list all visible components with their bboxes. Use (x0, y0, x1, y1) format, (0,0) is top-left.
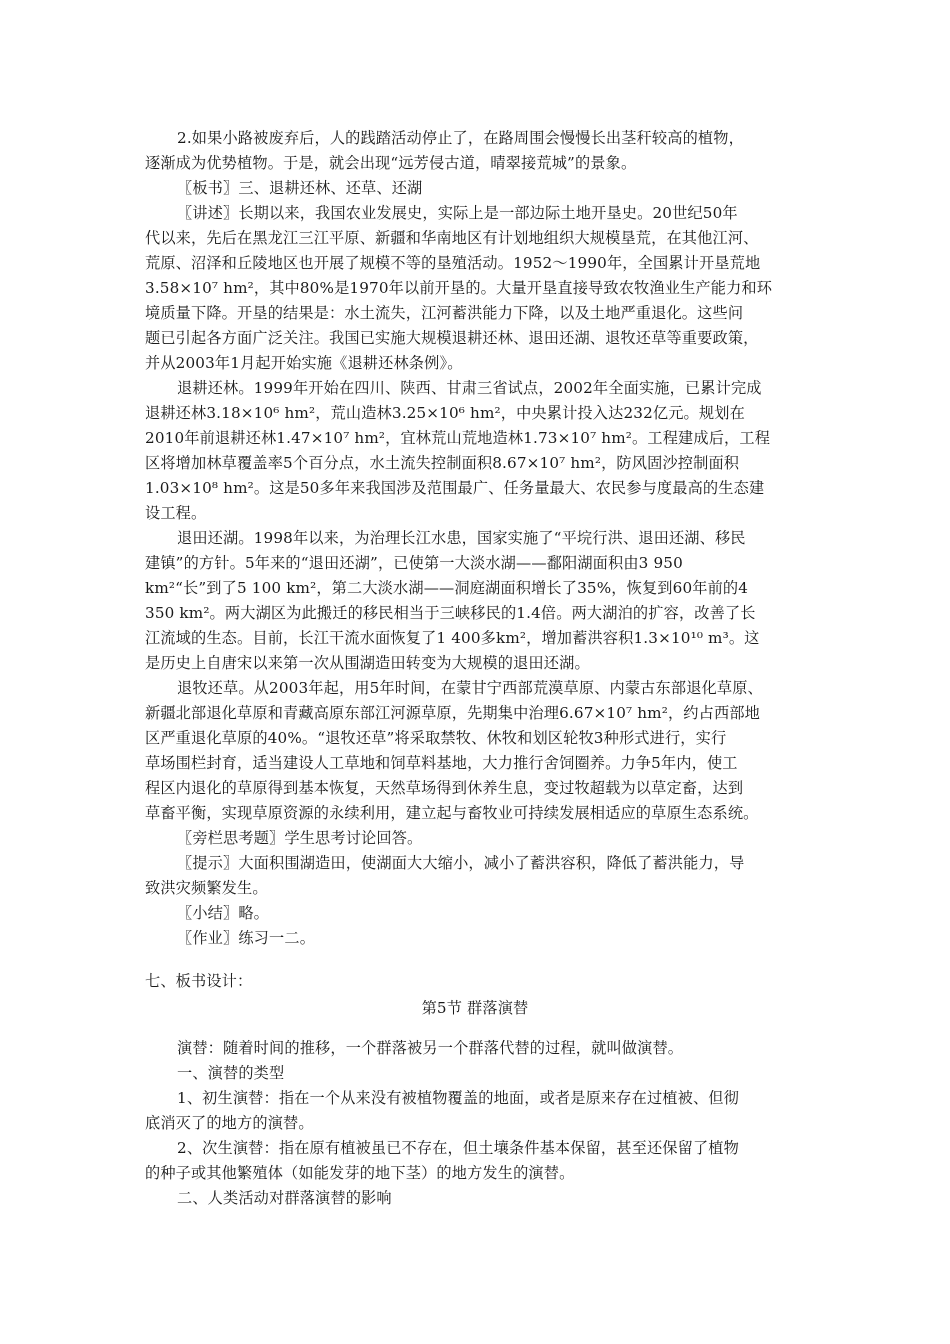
body-line: 江流域的生态。目前，长江干流水面恢复了1 400多km²，增加蓄洪容积1.3×10¹⁰ m³。这 (145, 629, 760, 647)
body-line: 题已引起各方面广泛关注。我国已实施大规模退耕还林、退田还湖、退牧还草等重要政策， (145, 329, 759, 347)
board-line: 2、次生演替：指在原有植被虽已不存在，但土壤条件基本保留，甚至还保留了植物 (177, 1139, 739, 1157)
body-line: 代以来，先后在黑龙江三江平原、新疆和华南地区有计划地组织大规模垦荒，在其他江河、 (145, 229, 759, 247)
body-line: 退耕还林。1999年开始在四川、陕西、甘肃三省试点，2002年全面实施，已累计完成 (177, 379, 762, 397)
body-line: 350 km²。两大湖区为此搬迁的移民相当于三峡移民的1.4倍。两大湖泊的扩容，改善了长 (145, 604, 756, 622)
body-line: 区将增加林草覆盖率5个百分点，水土流失控制面积8.67×10⁷ hm²，防风固沙控制面积 (145, 454, 740, 472)
body-line: 新疆北部退化草原和青藏高原东部江河源草原，先期集中治理6.67×10⁷ hm²，约占西部地 (145, 704, 760, 722)
body-line: 〖讲述〗长期以来，我国农业发展史，实际上是一部边际土地开垦史。20世纪50年 (177, 204, 738, 222)
board-line: 演替：随着时间的推移，一个群落被另一个群落代替的过程，就叫做演替。 (177, 1039, 684, 1057)
body-line: 是历史上自唐宋以来第一次从围湖造田转变为大规模的退田还湖。 (145, 654, 590, 672)
body-line: 〖小结〗略。 (177, 904, 270, 922)
body-line: 致洪灾频繁发生。 (145, 879, 268, 897)
body-line: 境质量下降。开垦的结果是：水土流失，江河蓄洪能力下降，以及土地严重退化。这些问 (145, 304, 744, 322)
body-line: 设工程。 (145, 504, 207, 522)
board-title: 第5节 群落演替 (421, 999, 529, 1017)
body-line: 〖旁栏思考题〗学生思考讨论回答。 (177, 829, 423, 847)
body-line: 退田还湖。1998年以来，为治理长江水患，国家实施了“平垸行洪、退田还湖、移民 (177, 529, 746, 547)
body-line: 草场围栏封育，适当建设人工草地和饲草料基地，大力推行舍饲圈养。力争5年内，使工 (145, 754, 738, 772)
section-heading: 七、板书设计： (145, 972, 253, 990)
body-line: 荒原、沼泽和丘陵地区也开展了规模不等的垦殖活动。1952～1990年，全国累计开垦荒地 (145, 254, 761, 272)
body-line: 退耕还林3.18×10⁶ hm²，荒山造林3.25×10⁶ hm²，中央累计投入达232亿元。规划在 (145, 404, 745, 422)
body-line: 区严重退化草原的40%。“退牧还草”将采取禁牧、休牧和划区轮牧3种形式进行，实行 (145, 729, 727, 747)
body-line: 草畜平衡，实现草原资源的永续利用，建立起与畜牧业可持续发展相适应的草原生态系统。 (145, 804, 759, 822)
body-line: 退牧还草。从2003年起，用5年时间，在蒙甘宁西部荒漠草原、内蒙古东部退化草原、 (177, 679, 763, 697)
body-line: 并从2003年1月起开始实施《退耕还林条例》。 (145, 354, 463, 372)
body-line: 1.03×10⁸ hm²。这是50多年来我国涉及范围最广、任务量最大、农民参与度最高的生态建 (145, 479, 765, 497)
board-line: 底消灭了的地方的演替。 (145, 1114, 314, 1132)
board-line: 1、初生演替：指在一个从来没有被植物覆盖的地面，或者是原来存在过植被、但彻 (177, 1089, 739, 1107)
body-line: 逐渐成为优势植物。于是，就会出现“远芳侵古道，晴翠接荒城”的景象。 (145, 154, 637, 172)
body-line: 2.如果小路被废弃后，人的践踏活动停止了，在路周围会慢慢长出茎秆较高的植物， (177, 129, 744, 147)
body-line: km²“长”到了5 100 km²，第二大淡水湖——洞庭湖面积增长了35%，恢复到60年前的4 (145, 579, 749, 597)
board-line: 的种子或其他繁殖体（如能发芽的地下茎）的地方发生的演替。 (145, 1164, 575, 1182)
body-line: 程区内退化的草原得到基本恢复，天然草场得到休养生息，变过牧超载为以草定畜，达到 (145, 779, 744, 797)
body-line: 〖板书〗三、退耕还林、还草、还湖 (177, 179, 423, 197)
board-line: 一、演替的类型 (177, 1064, 285, 1082)
body-line: 3.58×10⁷ hm²，其中80%是1970年以前开垦的。大量开垦直接导致农牧渔业生产能力和环 (145, 279, 773, 297)
body-line: 2010年前退耕还林1.47×10⁷ hm²，宜林荒山荒地造林1.73×10⁷ hm²。工程建成后，工程 (145, 429, 771, 447)
board-line: 二、人类活动对群落演替的影响 (177, 1189, 392, 1207)
body-line: 〖作业〗练习一二。 (177, 929, 316, 947)
body-line: 建镇”的方针。5年来的“退田还湖”，已使第一大淡水湖——鄱阳湖面积由3 950 (145, 554, 683, 572)
body-line: 〖提示〗大面积围湖造田，使湖面大大缩小，减小了蓄洪容积，降低了蓄洪能力，导 (177, 854, 745, 872)
